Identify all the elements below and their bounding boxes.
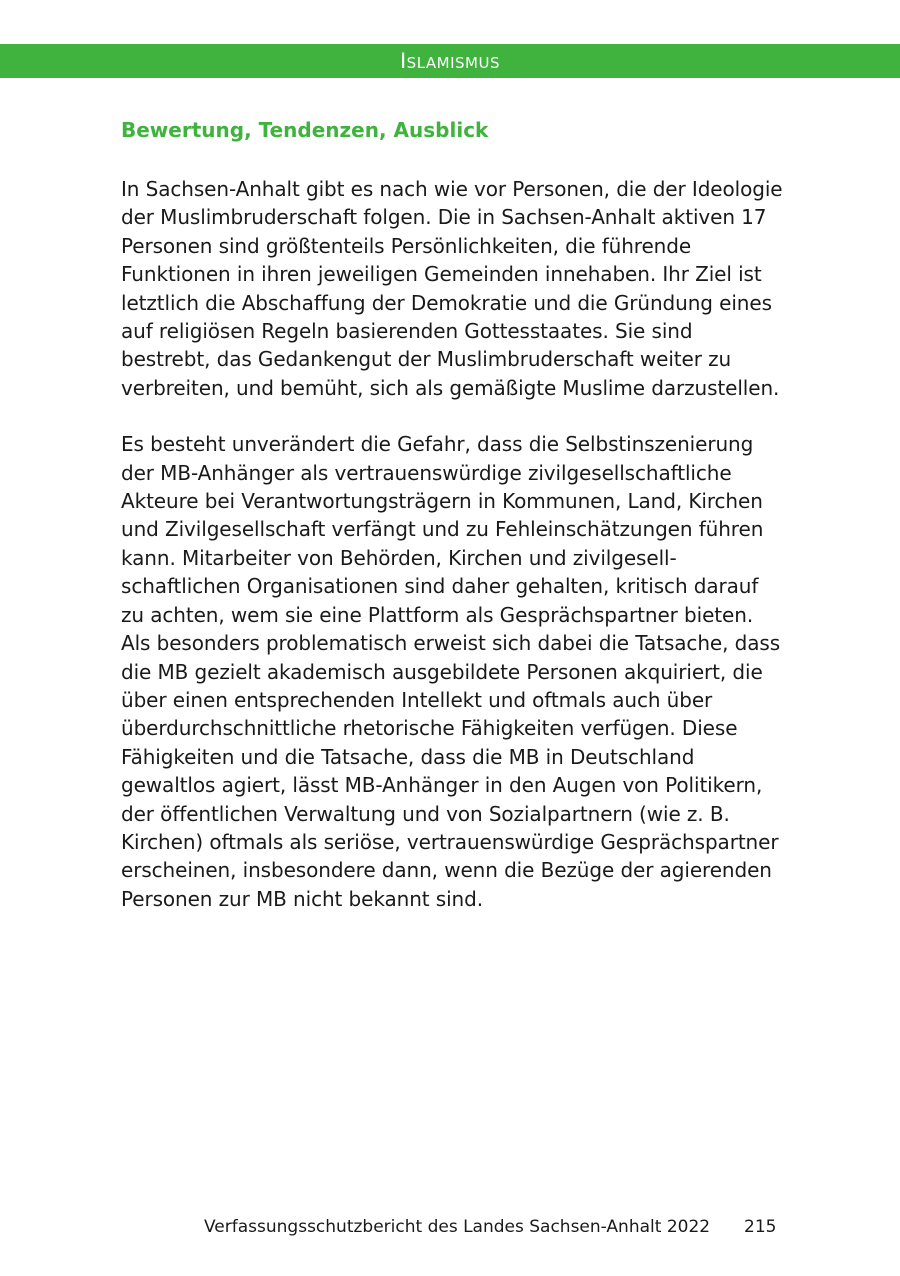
footer-publication-title: Verfassungsschutzbericht des Landes Sachsen-Anhalt 2022 bbox=[204, 1217, 711, 1237]
page-content bbox=[121, 115, 786, 913]
chapter-title: Islamismus bbox=[399, 49, 500, 73]
body-paragraph-1: In Sachsen-Anhalt gibt es nach wie vor Personen, die der Ideologie der Muslimbruderschaft folgen. Die in Sachsen-Anhalt aktiven 17 Personen sind größtenteils Persönlichkeiten, die führende Funktionen in ihren jeweiligen Gemeinden innehaben. Ihr Ziel ist letztlich die Abschaffung der Demokratie und die Gründung eines auf religiösen Regeln basierenden Gottesstaates. Sie sind bestrebt, das Gedankengut der Muslimbruderschaft weiter zu verbreiten, und bemüht, sich als gemäßigte Muslime darzustellen. bbox=[121, 177, 783, 400]
section-heading: Bewertung, Tendenzen, Ausblick bbox=[121, 118, 489, 142]
page-number: 215 bbox=[744, 1217, 777, 1237]
body-paragraph-2: Es besteht unverändert die Gefahr, dass die Selbstinszenierung der MB-Anhänger als vertrauenswürdige zivilgesellschaftliche Akteure bei Verantwortungsträgern in Kommunen, Land, Kirchen und Zivilgesellschaft verfängt und zu Fehleinschätzungen führen kann. Mitarbeiter von Behörden, Kirchen und zivilgesellschaftlichen Organisationen sind daher gehalten, kritisch darauf zu achten, wem sie eine Plattform als Gesprächspartner bieten. Als besonders problematisch erweist sich dabei die Tatsache, dass die MB gezielt akademisch ausgebildete Personen akquiriert, die über einen entsprechenden Intellekt und oftmals auch über überdurchschnittliche rhetorische Fähigkeiten verfügen. Diese Fähigkeiten und die Tatsache, dass die MB in Deutschland gewaltlos agiert, lässt MB-Anhänger in den Augen von Politikern, der öffentlichen Verwaltung und von Sozialpartnern (wie z. B. Kirchen) oftmals als seriöse, vertrauenswürdige Gesprächspartner erscheinen, insbesondere dann, wenn die Bezüge der agierenden Personen zur MB nicht bekannt sind. bbox=[121, 432, 781, 911]
chapter-header-bar bbox=[0, 44, 900, 78]
page-footer bbox=[0, 1214, 900, 1240]
